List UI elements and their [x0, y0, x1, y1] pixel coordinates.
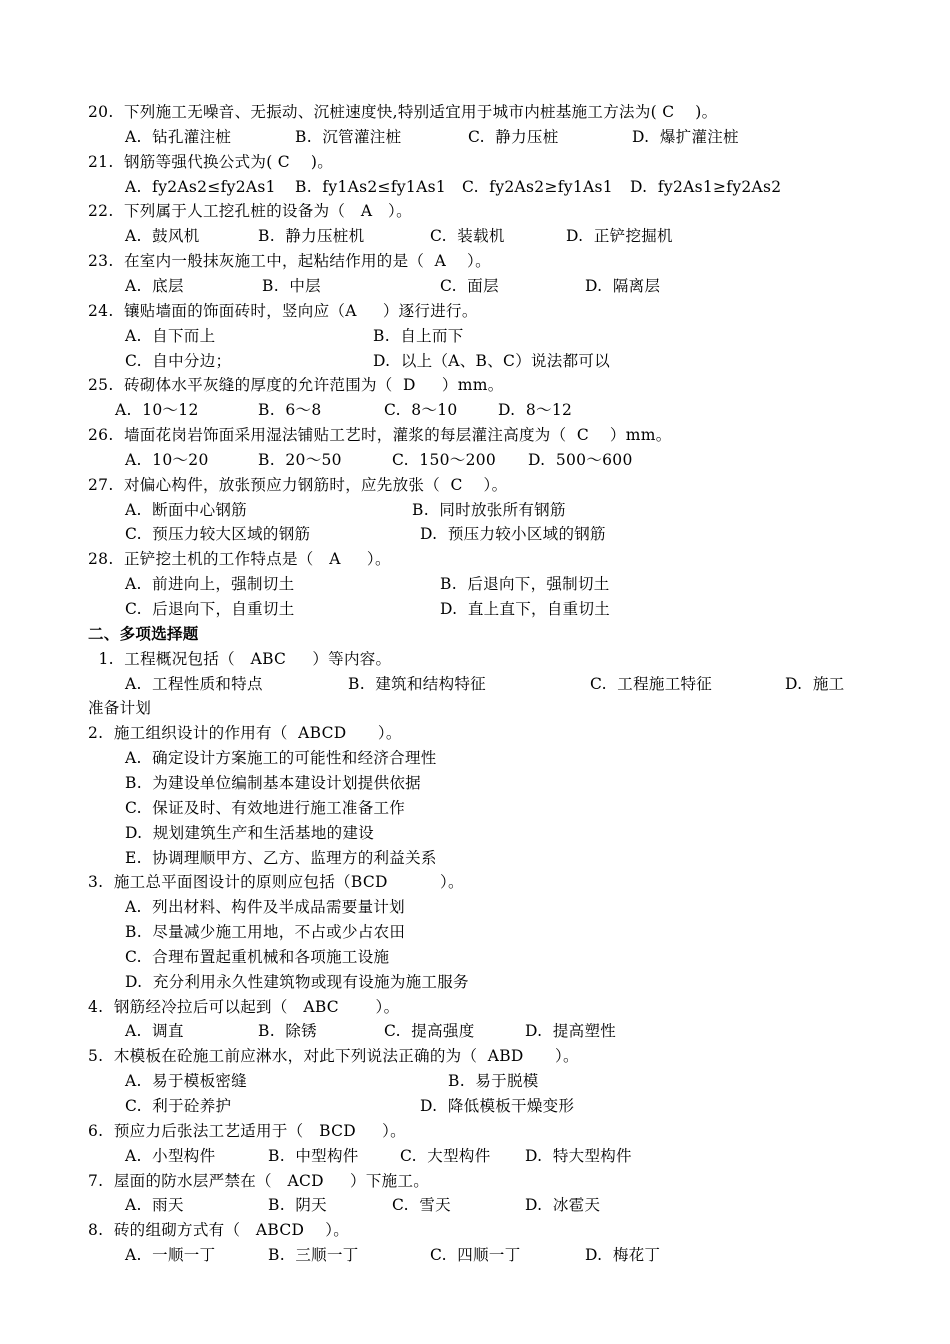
- line-text: 5. 木模板在砼施工前应淋水，对此下列说法正确的为（ ABD ）。: [88, 1047, 579, 1065]
- answer-option: A. 雨天: [125, 1196, 184, 1214]
- answer-option: C. 后退向下，自重切土: [125, 600, 295, 618]
- answer-option: C. 面层: [440, 277, 499, 295]
- answer-option: D. 施工: [785, 675, 845, 693]
- line-text: 23. 在室内一般抹灰施工中，起粘结作用的是（ A ）。: [88, 252, 491, 270]
- answer-option: C. 自中分边；: [125, 352, 232, 370]
- answer-option: D. 充分利用永久性建筑物或现有设施为施工服务: [125, 973, 469, 991]
- answer-option: D. 直上直下，自重切土: [440, 600, 611, 618]
- line-text: 27. 对偏心构件，放张预应力钢筋时，应先放张（ C ）。: [88, 476, 508, 494]
- answer-option: B. 静力压桩机: [258, 227, 365, 245]
- answer-option: C. 150～200: [392, 451, 497, 469]
- answer-option: D. fy2As1≥fy2As2: [630, 178, 782, 196]
- answer-option: D. 冰雹天: [525, 1196, 601, 1214]
- answer-option: C. 雪天: [392, 1196, 451, 1214]
- answer-option: D. 梅花丁: [585, 1246, 661, 1264]
- answer-option: A. 鼓风机: [125, 227, 200, 245]
- answer-option: B. 自上而下: [373, 327, 464, 345]
- answer-option: A. 小型构件: [125, 1147, 216, 1165]
- answer-option: B. 阴天: [268, 1196, 327, 1214]
- answer-option: B. 中型构件: [268, 1147, 359, 1165]
- answer-option: C. 大型构件: [400, 1147, 491, 1165]
- answer-option: C. 8～10: [384, 401, 458, 419]
- answer-option: D. 提高塑性: [525, 1022, 617, 1040]
- line-text: 3. 施工总平面图设计的原则应包括（BCD ）。: [88, 873, 464, 891]
- answer-option: C. 装载机: [430, 227, 505, 245]
- line-text: 22. 下列属于人工挖孔桩的设备为（ A ）。: [88, 202, 412, 220]
- line-text: 准备计划: [88, 699, 152, 717]
- answer-option: A. 前进向上，强制切土: [125, 575, 295, 593]
- line-text: 28. 正铲挖土机的工作特点是（ A ）。: [88, 550, 391, 568]
- answer-option: A. fy2As2≤fy2As1: [125, 178, 276, 196]
- answer-option: E. 协调理顺甲方、乙方、监理方的利益关系: [125, 849, 437, 867]
- line-text: 25. 砖砌体水平灰缝的厚度的允许范围为（ D ）mm。: [88, 376, 504, 394]
- answer-option: D. 8～12: [498, 401, 573, 419]
- line-text: 6. 预应力后张法工艺适用于（ BCD ）。: [88, 1122, 406, 1140]
- answer-option: B. 同时放张所有钢筋: [412, 501, 566, 519]
- answer-option: C. fy2As2≥fy1As1: [462, 178, 613, 196]
- answer-option: A. 调直: [125, 1022, 184, 1040]
- answer-option: D. 隔离层: [585, 277, 661, 295]
- line-text: 20. 下列施工无噪音、无振动、沉桩速度快,特别适宜用于城市内桩基施工方法为( C )。: [88, 103, 718, 121]
- answer-option: B. 易于脱模: [448, 1072, 539, 1090]
- answer-option: B. 除锈: [258, 1022, 317, 1040]
- answer-option: B. 尽量减少施工用地，不占或少占农田: [125, 923, 406, 941]
- line-text: 二、多项选择题: [88, 625, 199, 643]
- answer-option: A. 自下而上: [125, 327, 216, 345]
- answer-option: B. 建筑和结构特征: [348, 675, 486, 693]
- answer-option: A. 断面中心钢筋: [125, 501, 247, 519]
- answer-option: B. 中层: [262, 277, 321, 295]
- answer-option: B. fy1As2≤fy1As1: [295, 178, 446, 196]
- answer-option: A. 一顺一丁: [125, 1246, 216, 1264]
- answer-option: C. 工程施工特征: [590, 675, 713, 693]
- answer-option: D. 以上（A、B、C）说法都可以: [373, 352, 610, 370]
- answer-option: C. 提高强度: [384, 1022, 475, 1040]
- answer-option: D. 规划建筑生产和生活基地的建设: [125, 824, 375, 842]
- answer-option: D. 正铲挖掘机: [566, 227, 673, 245]
- answer-option: D. 预压力较小区域的钢筋: [420, 525, 606, 543]
- line-text: 26. 墙面花岗岩饰面采用湿法铺贴工艺时，灌浆的每层灌注高度为（ C ）mm。: [88, 426, 672, 444]
- answer-option: A. 钻孔灌注桩: [125, 128, 232, 146]
- answer-option: B. 6～8: [258, 401, 322, 419]
- answer-option: C. 合理布置起重机械和各项施工设施: [125, 948, 390, 966]
- line-text: 2. 施工组织设计的作用有（ ABCD ）。: [88, 724, 402, 742]
- line-text: 24. 镶贴墙面的饰面砖时，竖向应（A ）逐行进行。: [88, 302, 478, 320]
- answer-option: C. 静力压桩: [468, 128, 559, 146]
- line-text: 4. 钢筋经冷拉后可以起到（ ABC ）。: [88, 998, 400, 1016]
- answer-option: B. 为建设单位编制基本建设计划提供依据: [125, 774, 421, 792]
- answer-option: C. 利于砼养护: [125, 1097, 232, 1115]
- answer-option: D. 降低模板干燥变形: [420, 1097, 575, 1115]
- answer-option: D. 500～600: [528, 451, 633, 469]
- line-text: 1. 工程概况包括（ ABC ）等内容。: [88, 650, 392, 668]
- answer-option: B. 沉管灌注桩: [295, 128, 402, 146]
- answer-option: B. 后退向下，强制切土: [440, 575, 610, 593]
- answer-option: A. 易于模板密缝: [125, 1072, 247, 1090]
- answer-option: A. 列出材料、构件及半成品需要量计划: [125, 898, 405, 916]
- answer-option: C. 预压力较大区域的钢筋: [125, 525, 311, 543]
- answer-option: D. 特大型构件: [525, 1147, 632, 1165]
- answer-option: A. 工程性质和特点: [125, 675, 263, 693]
- answer-option: D. 爆扩灌注桩: [632, 128, 739, 146]
- answer-option: A. 10～12: [115, 401, 199, 419]
- answer-option: A. 10～20: [125, 451, 209, 469]
- answer-option: A. 确定设计方案施工的可能性和经济合理性: [125, 749, 437, 767]
- answer-option: C. 保证及时、有效地进行施工准备工作: [125, 799, 406, 817]
- line-text: 8. 砖的组砌方式有（ ABCD ）。: [88, 1221, 350, 1239]
- answer-option: C. 四顺一丁: [430, 1246, 521, 1264]
- line-text: 21. 钢筋等强代换公式为( C )。: [88, 153, 333, 171]
- answer-option: A. 底层: [125, 277, 184, 295]
- line-text: 7. 屋面的防水层严禁在（ ACD ）下施工。: [88, 1172, 430, 1190]
- answer-option: B. 三顺一丁: [268, 1246, 359, 1264]
- answer-option: B. 20～50: [258, 451, 342, 469]
